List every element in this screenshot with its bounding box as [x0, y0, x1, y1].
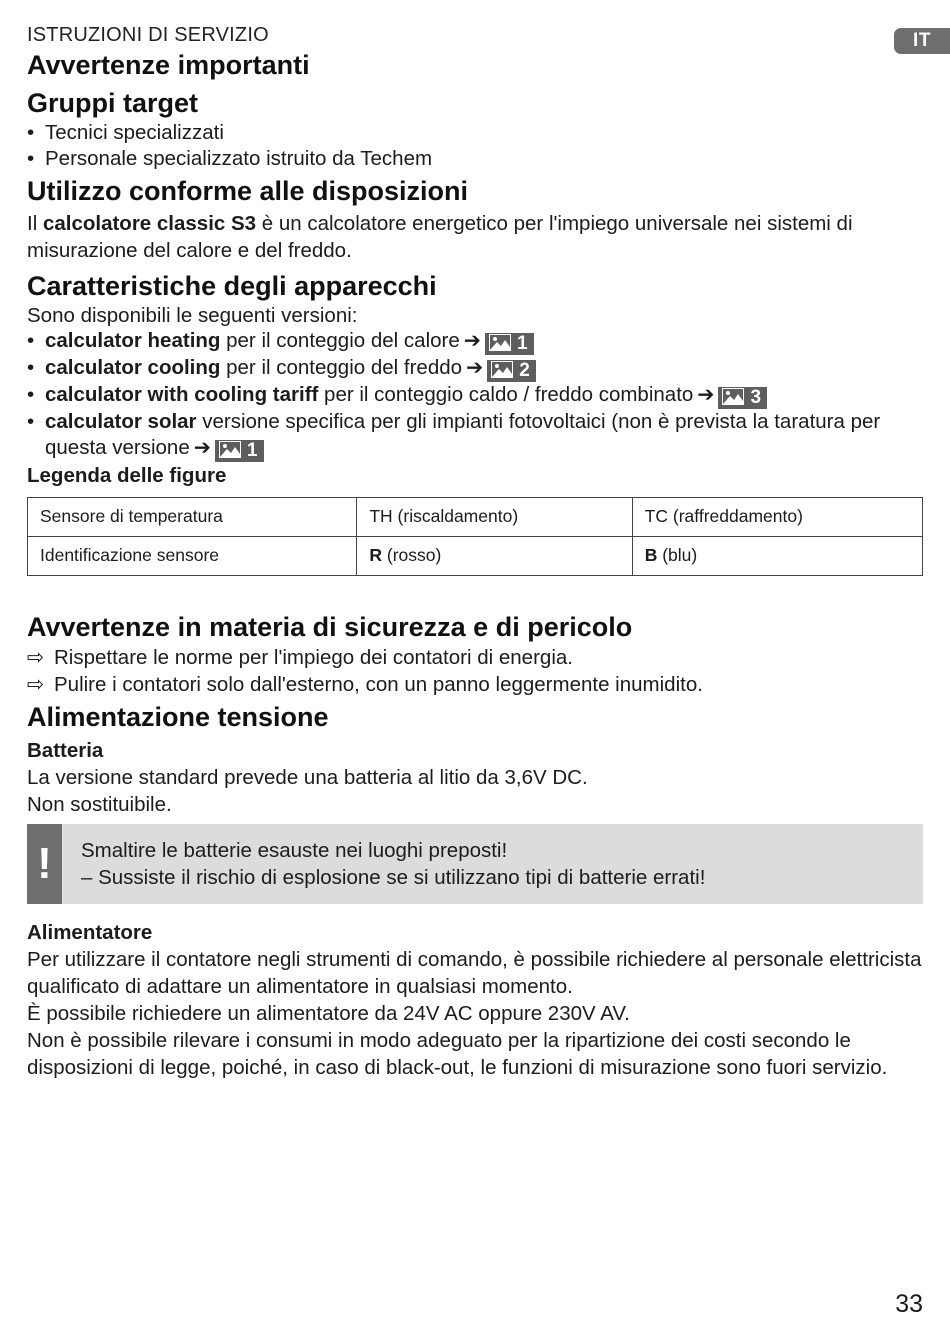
product-name: calcolatore classic S3	[42, 212, 257, 235]
figure-number: 1	[246, 439, 258, 461]
heading-power-supply: Alimentazione tensione	[27, 701, 329, 732]
list-item: • Personale specializzato istruito da Techem	[27, 146, 923, 172]
intended-use-paragraph	[27, 210, 923, 264]
picture-icon	[722, 388, 744, 405]
figure-reference[interactable]	[718, 387, 767, 409]
safety-text: Pulire i contatori solo dall'esterno, con un panno leggermente inumidito.	[54, 672, 703, 696]
list-item	[27, 409, 923, 462]
heading-target-groups: Gruppi target	[27, 88, 199, 118]
heading-intended-use: Utilizzo conforme alle disposizioni	[27, 176, 469, 206]
version-name: calculator with cooling tariff	[45, 383, 319, 406]
battery-heading: Batteria	[27, 738, 104, 762]
list-item	[27, 644, 923, 671]
list-item	[27, 382, 923, 409]
version-desc: versione specifica per gli impianti fotovoltaici (non è prevista la taratura per questa versione	[45, 410, 881, 459]
list-item	[27, 328, 923, 355]
picture-icon	[491, 361, 513, 378]
figure-reference[interactable]	[487, 360, 536, 382]
figure-reference[interactable]	[215, 440, 264, 462]
safety-list	[27, 644, 923, 698]
version-desc: per il conteggio del calore	[220, 329, 460, 352]
versions-list	[27, 328, 923, 462]
version-name: calculator solar	[45, 410, 197, 433]
figure-legend-table	[27, 497, 923, 576]
battery-line: Non sostituibile.	[27, 792, 172, 816]
safety-text: Rispettare le norme per l'impiego dei contatori di energia.	[54, 645, 573, 669]
arrow-right-icon: ➔	[193, 435, 211, 459]
battery-line: La versione standard prevede una batteria al litio da 3,6V DC.	[27, 765, 588, 789]
table-cell	[632, 536, 922, 575]
text: è un calcolatore energetico per l'impiego universale nei sistemi di misurazione del calore e del freddo.	[27, 212, 853, 262]
arrow-right-icon: ➔	[463, 329, 481, 352]
arrow-outline-icon: ⇨	[27, 672, 45, 696]
warning-box	[27, 824, 923, 904]
page-number: 33	[895, 1290, 923, 1318]
language-tab: IT	[894, 28, 950, 54]
sensor-code: B	[644, 545, 658, 565]
target-group-list	[27, 120, 923, 171]
list-item	[27, 671, 923, 698]
sensor-code: R	[369, 545, 382, 565]
arrow-outline-icon: ⇨	[27, 645, 45, 669]
picture-icon	[219, 441, 241, 458]
version-desc: per il conteggio caldo / freddo combinato	[318, 383, 694, 406]
manual-page	[27, 22, 923, 1081]
version-name: calculator heating	[45, 329, 221, 352]
figure-number: 2	[519, 360, 530, 381]
table-cell: Sensore di temperatura	[28, 497, 357, 536]
table-row	[28, 497, 923, 536]
figure-number: 3	[750, 387, 762, 408]
heading-important-notes: Avvertenze importanti	[27, 50, 310, 80]
text: Il	[27, 212, 43, 235]
warning-line: – Sussiste il rischio di esplosione se si utilizzano tipi di batterie errati!	[81, 865, 706, 889]
picture-icon	[489, 334, 511, 351]
power-supply-paragraph: È possibile richiedere un alimentatore da 24V AC oppure 230V AV.	[27, 1001, 630, 1025]
legend-heading: Legenda delle figure	[27, 463, 227, 487]
heading-safety-warnings: Avvertenze in materia di sicurezza e di pericolo	[27, 611, 633, 642]
version-name: calculator cooling	[45, 356, 221, 379]
section-label: ISTRUZIONI DI SERVIZIO	[27, 24, 269, 46]
power-supply-paragraph: Non è possibile rilevare i consumi in modo adeguato per la ripartizione dei costi secondo le disposizioni di legge, poiché, in caso di black-out, le funzioni di misurazione sono fuori servizio.	[27, 1028, 888, 1079]
heading-device-features: Caratteristiche degli apparecchi	[27, 271, 437, 301]
features-intro: Sono disponibili le seguenti versioni:	[27, 304, 358, 327]
exclamation-icon: !	[27, 824, 62, 904]
power-supply-paragraph: Per utilizzare il contatore negli strumenti di comando, è possibile richiedere al personale elettricista qualificato di adattare un alimentatore in qualsiasi momento.	[27, 947, 922, 998]
version-desc: per il conteggio del freddo	[220, 356, 463, 379]
figure-number: 1	[516, 333, 528, 354]
sensor-color: (blu)	[657, 545, 698, 565]
figure-reference[interactable]	[485, 333, 534, 355]
arrow-right-icon: ➔	[697, 383, 715, 406]
table-cell: TC (raffreddamento)	[632, 497, 922, 536]
power-supply-heading: Alimentatore	[27, 920, 153, 944]
table-cell	[357, 536, 632, 575]
table-row	[28, 536, 923, 575]
warning-text	[81, 837, 705, 891]
table-cell: TH (riscaldamento)	[357, 497, 632, 536]
list-item	[27, 355, 923, 382]
sensor-color: (rosso)	[382, 545, 442, 565]
list-item: • Tecnici specializzati	[27, 120, 923, 146]
arrow-right-icon: ➔	[466, 356, 484, 379]
table-cell: Identificazione sensore	[28, 536, 357, 575]
warning-line: Smaltire le batterie esauste nei luoghi preposti!	[81, 838, 508, 862]
